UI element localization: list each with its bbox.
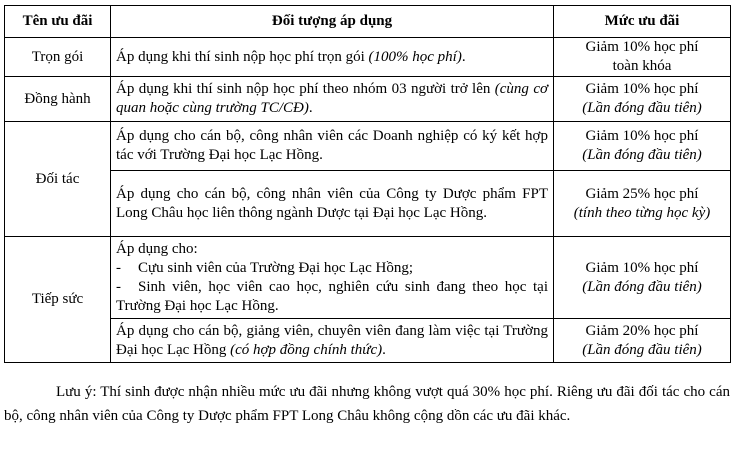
incentive-rate [554,122,731,171]
incentive-target [111,77,554,122]
target-end: . [461,48,466,65]
incentive-name: Đối tác [5,122,111,237]
incentive-table [4,5,731,363]
incentive-target [111,237,554,319]
bullet-text: Cựu sinh viên của Trường Đại học Lạc Hồng; [138,259,413,276]
rate-main: Giảm 10% học phí [585,128,699,144]
incentive-target [111,319,554,363]
bullet-text: Sinh viên, học viên cao học, nghiên cứu sinh đang theo học tại Trường Đại học Lạc Hồng. [116,278,548,314]
table-row [5,77,731,122]
table-row [5,319,731,363]
incentive-rate [554,38,731,77]
target-end: . [308,100,313,116]
bullet-item [116,259,548,278]
incentive-rate [554,237,731,319]
incentive-rate [554,77,731,122]
incentive-target [111,38,554,77]
incentive-target: Áp dụng cho cán bộ, công nhân viên các Doanh nghiệp có ký kết hợp tác với Trường Đại học Lạc Hồng. [111,122,554,171]
table-row [5,122,731,171]
table-header-row [5,6,731,38]
target-note: (cùng cơ quan hoặc cùng trường TC/CĐ) [116,81,548,116]
target-end: . [382,341,386,358]
incentive-name: Tiếp sức [5,237,111,363]
rate-main: Giảm 10% học phí [585,81,699,97]
rate-sub: (Lần đóng đầu tiên) [582,100,702,116]
target-intro: Áp dụng cho: [116,240,198,257]
table-row [5,237,731,319]
header-name: Tên ưu đãi [5,6,111,38]
header-rate: Mức ưu đãi [554,6,731,38]
bullet-dash: - [116,259,121,276]
rate-main: Giảm 25% học phí [585,185,699,202]
rate-sub: (Lần đóng đầu tiên) [582,147,702,163]
incentive-rate [554,171,731,237]
rate-sub: (Lần đóng đầu tiên) [582,341,702,358]
target-note: (100% học phí) [368,48,462,65]
rate-main: Giảm 10% học phí [585,259,699,276]
target-text: Áp dụng cho cán bộ, giảng viên, chuyên viên đang làm việc tại Trường Đại học Lạc Hồng [116,322,548,358]
incentive-name: Đồng hành [5,77,111,122]
incentive-rate [554,319,731,363]
table-row [5,171,731,237]
target-text: Áp dụng khi thí sinh nộp học phí trọn gói [116,48,365,65]
rate-sub: (tính theo từng học kỳ) [573,204,711,221]
incentive-target: Áp dụng cho cán bộ, công nhân viên của Công ty Dược phẩm FPT Long Châu học liên thông ngành Dược tại Đại học Lạc Hồng. [111,171,554,237]
footnote: Lưu ý: Thí sinh được nhận nhiều mức ưu đãi nhưng không vượt quá 30% học phí. Riêng ưu đãi đối tác cho cán bộ, công nhân viên của Công ty Dược phẩm FPT Long Châu không cộng dồn các ưu đãi khác. [4,384,730,424]
target-note: (có hợp đồng chính thức) [230,341,383,358]
rate-sub: toàn khóa [612,58,672,74]
bullet-item [116,278,548,316]
header-target: Đối tượng áp dụng [111,6,554,38]
rate-main: Giảm 10% học phí [585,39,699,55]
rate-sub: (Lần đóng đầu tiên) [582,278,702,295]
incentive-name: Trọn gói [5,38,111,77]
rate-main: Giảm 20% học phí [585,322,699,339]
target-text: Áp dụng khi thí sinh nộp học phí theo nhóm 03 người trở lên [116,81,491,97]
bullet-dash: - [116,278,121,295]
table-row [5,38,731,77]
